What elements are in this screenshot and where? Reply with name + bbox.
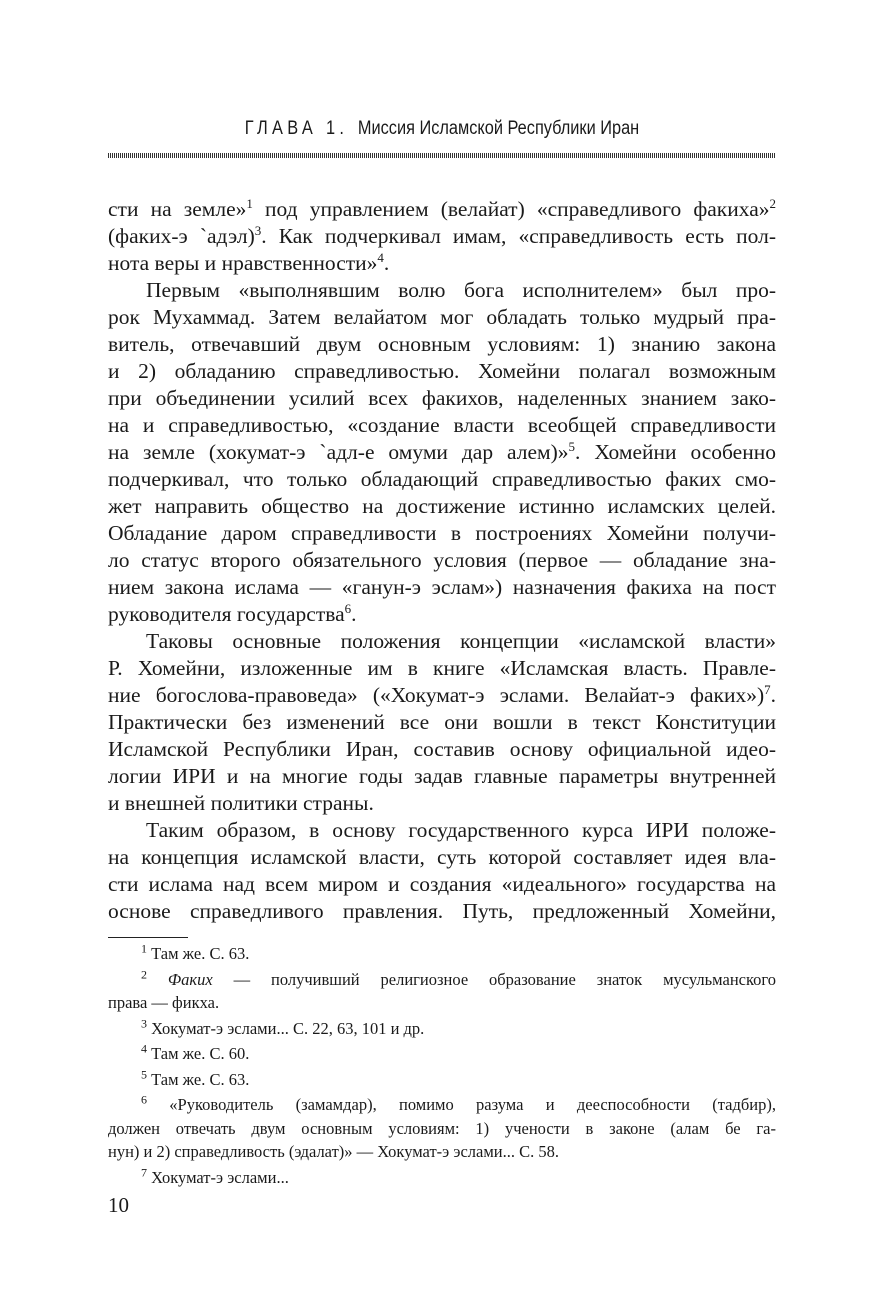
text-run: нун) и 2) справедливость (эдалат)» — Хокумат-э эслами... С. 58. — [108, 1142, 559, 1161]
footnote-line — [108, 968, 776, 992]
body-line — [108, 817, 776, 844]
chapter-title: Миссия Исламской Республики Иран — [357, 118, 640, 139]
body-line — [108, 736, 776, 763]
text-run: . — [351, 602, 357, 626]
text-run: Хокумат-э эслами... С. 22, 63, 101 и др. — [147, 1018, 425, 1038]
footnotes — [108, 942, 776, 1189]
text-run: Обладание даром справедливости в построениях Хомейни получи- — [108, 521, 776, 545]
text-run: витель, отвечавший двум основным условиям: 1) знанию закона — [108, 332, 776, 356]
text-run: Практически без изменений все они вошли в текст Конституции — [108, 710, 776, 734]
text-run: нием закона ислама — «ганун-э эслам») назначения факиха на пост — [108, 575, 776, 599]
body-line — [108, 763, 776, 790]
body-line — [108, 898, 776, 925]
footnote-line — [108, 1166, 776, 1190]
text-run: и внешней политики страны. — [108, 791, 374, 815]
footnote-ref: 4 — [377, 249, 384, 265]
body-line — [108, 520, 776, 547]
body-line — [108, 790, 776, 817]
footnote-ref: 2 — [141, 967, 147, 981]
text-run: подчеркивал, что только обладающий справедливостью факих смо- — [108, 467, 776, 491]
footnote-ref: 1 — [141, 941, 147, 956]
text-run: жет направить общество на достижение истинно исламских целей. — [108, 494, 776, 518]
footnote-ref: 7 — [141, 1165, 147, 1179]
text-run: Там же. С. 60. — [147, 1044, 250, 1063]
body-line — [108, 250, 776, 277]
footnote-rule — [108, 937, 188, 938]
footnote-line — [108, 1117, 776, 1141]
text-run: Там же. С. 63. — [147, 944, 250, 963]
footnote-ref: 7 — [764, 681, 771, 697]
body-line — [108, 655, 776, 682]
footnote-ref: 6 — [141, 1092, 147, 1107]
body-line — [108, 628, 776, 655]
footnote-ref: 2 — [769, 195, 777, 211]
text-run: под управлением (велайат) «справедливого факиха» — [252, 197, 770, 221]
text-run: Исламской Республики Иран, составив основу официальной идео- — [108, 737, 776, 761]
footnote-line — [108, 942, 776, 966]
body-line — [108, 439, 776, 466]
text-run: (факих-э `адэл) — [108, 224, 255, 248]
text-run: ло статус второго обязательного условия (первое — обладание зна- — [108, 548, 776, 572]
chapter-label: ГЛАВА 1. — [244, 118, 349, 139]
text-run: логии ИРИ и на многие годы задав главные параметры внутренней — [108, 764, 776, 788]
text-run: Р. Хомейни, изложенные им в книге «Исламская власть. Правле- — [108, 656, 776, 680]
body-line — [108, 871, 776, 898]
text-run: должен отвечать двум основным условиям: 1) учености в законе (алам бе га- — [108, 1118, 776, 1138]
text-run: «Руководитель (замамдар), помимо разума и дееспособности (тадбир), — [147, 1095, 776, 1114]
text-run: нота веры и нравственности» — [108, 251, 378, 275]
page-number: 10 — [108, 1193, 129, 1217]
footnote-ref: 3 — [141, 1016, 147, 1030]
text-run: сти ислама над всем миром и создания «идеального» государства на — [108, 872, 776, 896]
main-text — [108, 196, 776, 925]
text-run: права — фикха. — [108, 993, 220, 1012]
text-run: . — [383, 251, 390, 275]
text-run: на концепция исламской власти, суть которой составляет идея вла- — [108, 845, 776, 869]
body-line — [108, 358, 776, 385]
text-run: сти на земле» — [108, 197, 247, 221]
body-line — [108, 277, 776, 304]
body-line — [108, 223, 776, 250]
text-run: . Как подчеркивал имам, «справедливость есть пол- — [261, 224, 776, 248]
footnote-line — [108, 1093, 776, 1117]
footnote-line — [108, 1042, 776, 1066]
body-line — [108, 709, 776, 736]
body-line — [108, 466, 776, 493]
text-run: — получивший религиозное образование знаток мусульманского — [212, 969, 777, 989]
header-rule — [108, 153, 776, 158]
text-run: . Хомейни особенно — [575, 440, 776, 464]
text-run: Таковы основные положения концепции «исламской власти» — [146, 629, 776, 653]
text-run: . — [770, 683, 776, 707]
text-run: на и справедливостью, «создание власти всеобщей справедливости — [108, 413, 776, 437]
footnote-ref: 4 — [141, 1041, 147, 1056]
body-line — [108, 304, 776, 331]
footnote-ref: 3 — [254, 222, 262, 238]
footnote-line — [108, 991, 776, 1015]
text-run: и 2) обладанию справедливостью. Хомейни полагал возможным — [108, 359, 776, 383]
text-run: рок Мухаммад. Затем велайатом мог обладать только мудрый пра- — [108, 305, 776, 329]
text-run: на земле (хокумат-э `адл-е омуми дар алем)» — [108, 440, 569, 464]
body-line — [108, 412, 776, 439]
body-line — [108, 385, 776, 412]
body-line — [108, 493, 776, 520]
body-line — [108, 331, 776, 358]
text-run: Там же. С. 63. — [147, 1069, 250, 1089]
body-line — [108, 196, 776, 223]
italic-term: Факих — [167, 969, 213, 989]
footnote-ref: 5 — [568, 438, 576, 454]
footnote-line — [108, 1017, 776, 1041]
text-run — [147, 970, 168, 989]
footnote-ref: 6 — [344, 600, 352, 616]
text-run: Таким образом, в основу государственного курса ИРИ положе- — [146, 818, 776, 842]
footnote-ref: 5 — [141, 1067, 147, 1081]
body-line — [108, 601, 776, 628]
footnote-line — [108, 1140, 776, 1164]
body-line — [108, 844, 776, 871]
footnote-line — [108, 1068, 776, 1092]
text-run: Первым «выполнявшим волю бога исполнителем» был про- — [146, 278, 776, 302]
text-run: основе справедливого правления. Путь, предложенный Хомейни, — [108, 899, 776, 923]
text-run: руководителя государства — [108, 602, 345, 626]
text-run: Хокумат-э эслами... — [147, 1167, 289, 1187]
text-run: при объединении усилий всех факихов, наделенных знанием зако- — [108, 386, 776, 410]
running-header — [155, 118, 729, 140]
body-line — [108, 547, 776, 574]
footnote-ref: 1 — [246, 195, 253, 211]
body-line — [108, 574, 776, 601]
body-line — [108, 682, 776, 709]
text-run: ние богослова-правоведа» («Хокумат-э эслами. Велайат-э факих») — [108, 683, 765, 707]
